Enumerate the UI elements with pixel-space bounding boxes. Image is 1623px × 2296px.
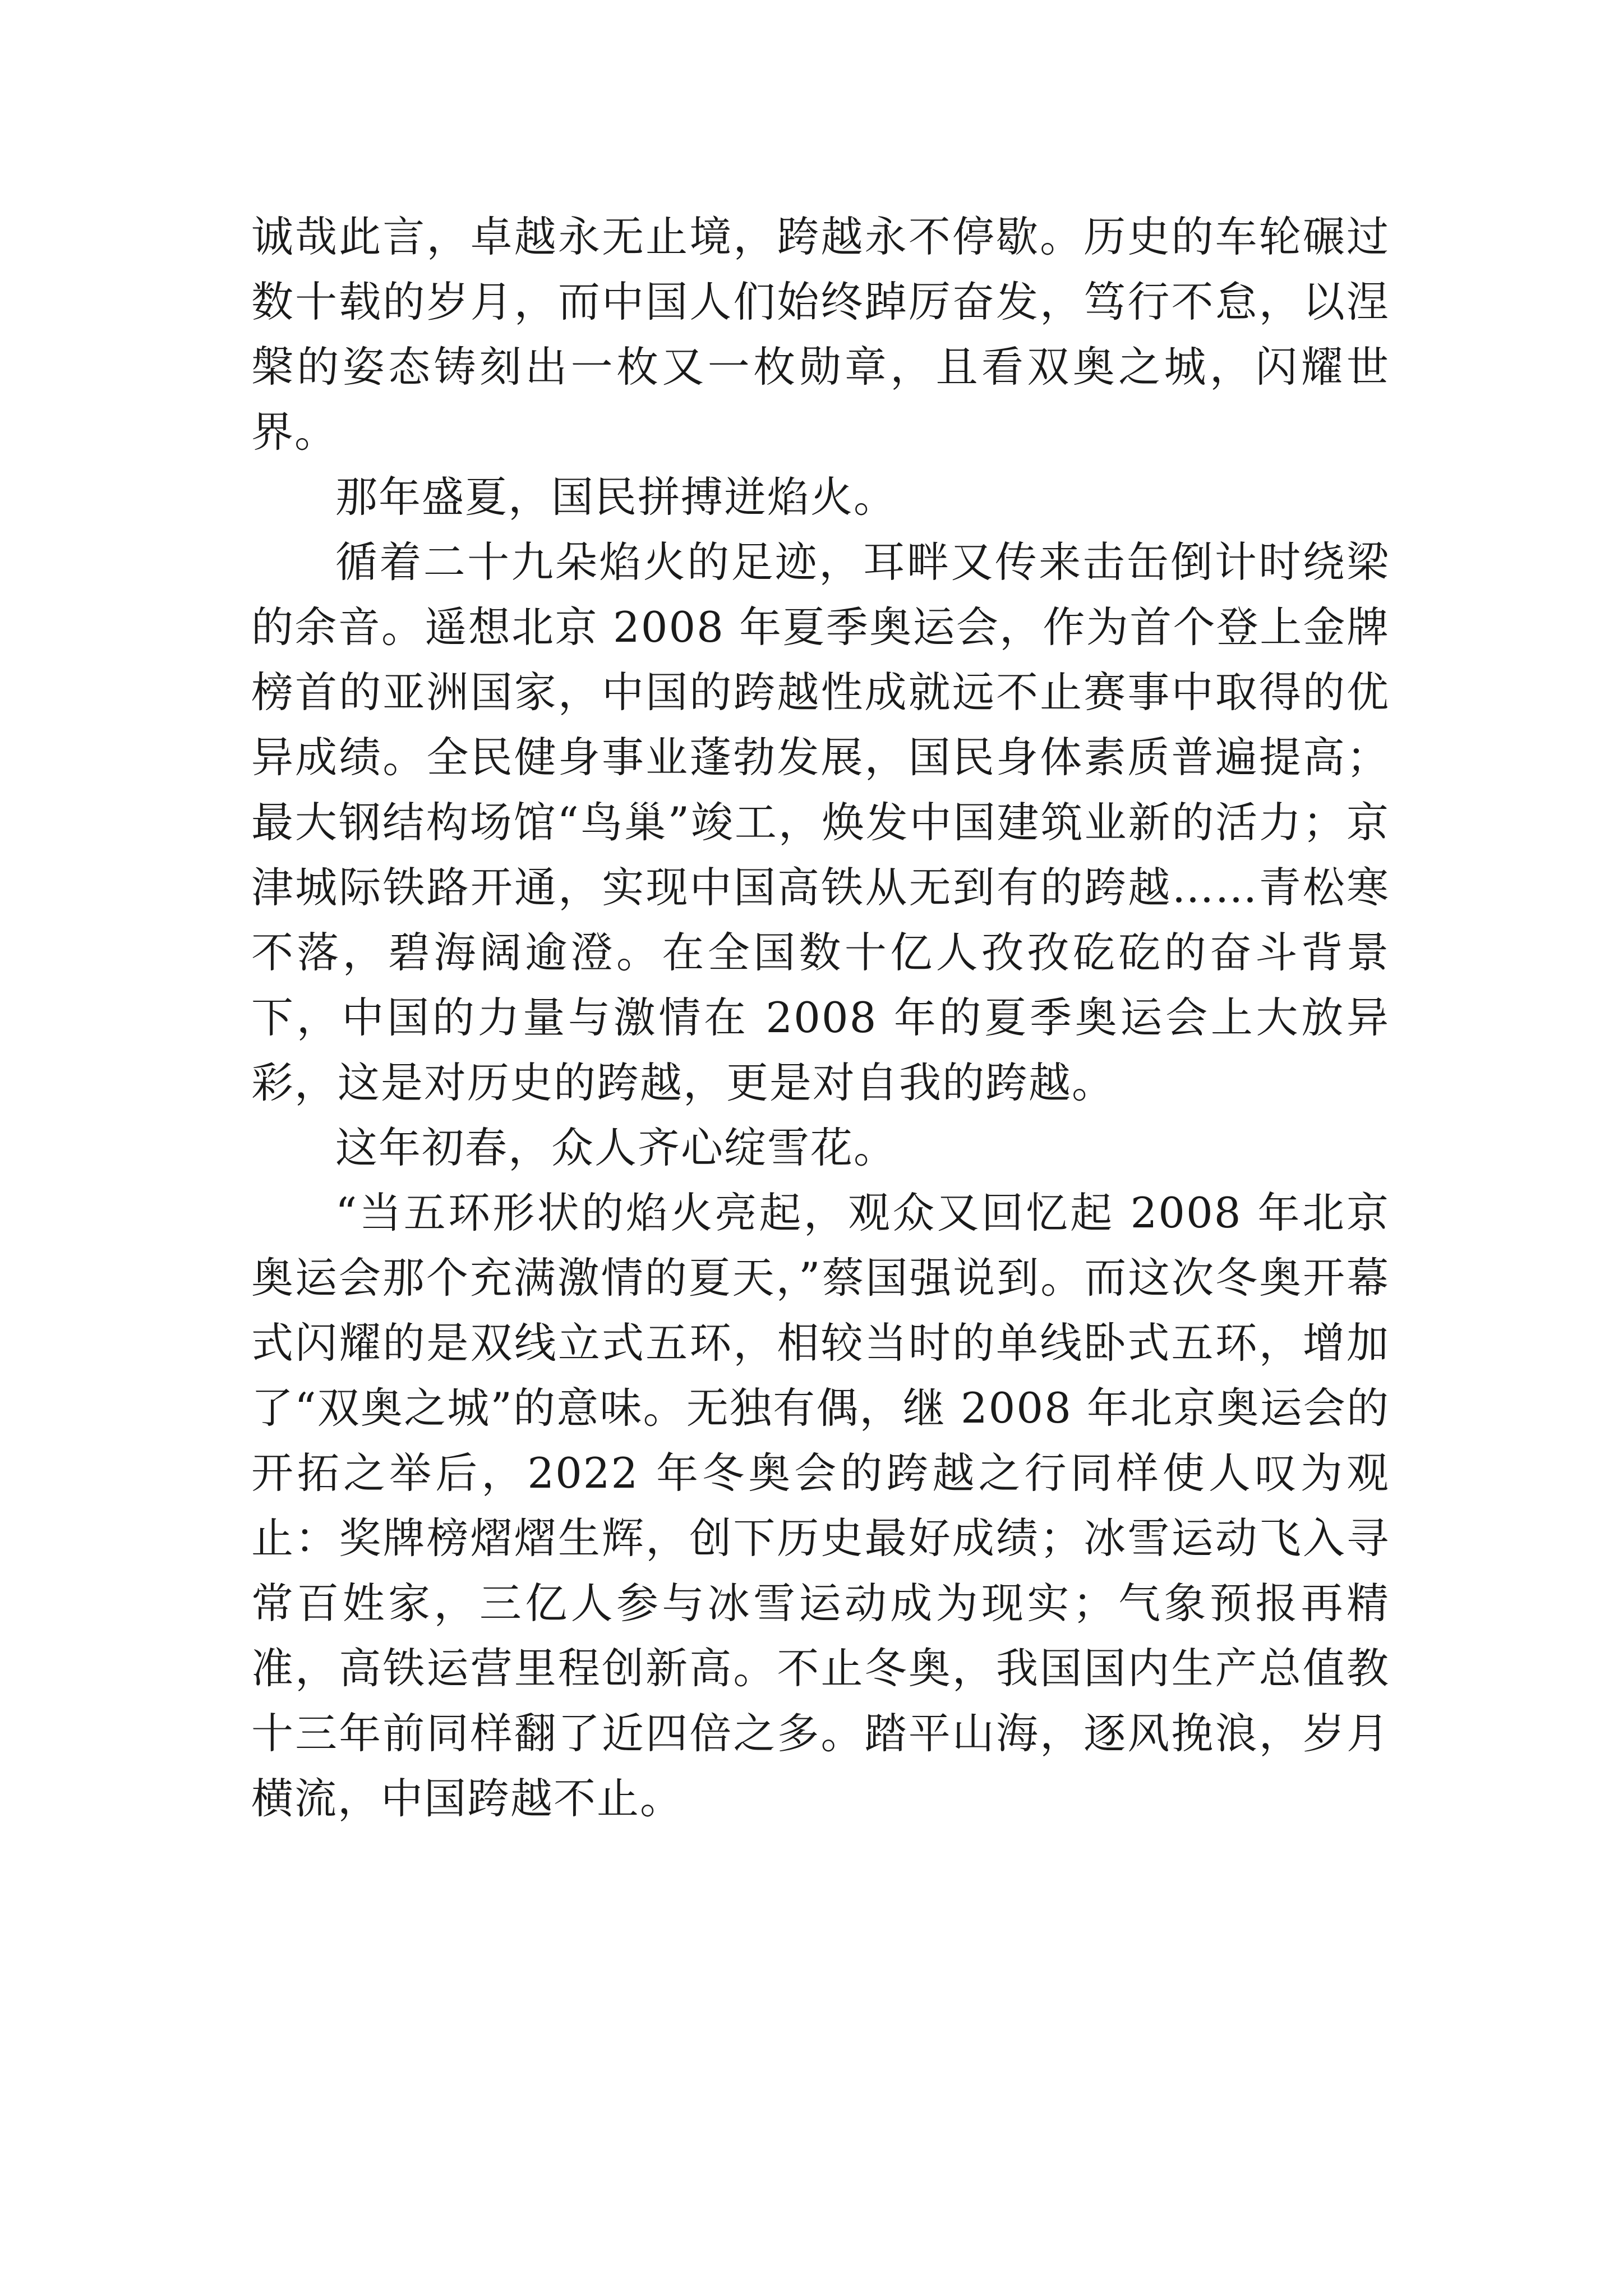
paragraph-5: “当五环形状的焰火亮起，观众又回忆起 2008 年北京奥运会那个充满激情的夏天，”蔡国强说到。而这次冬奥开幕式闪耀的是双线立式五环，相较当时的单线卧式五环，增加了“双奥之城”的意味。无独有偶，继 2008 年北京奥运会的开拓之举后，2022 年冬奥会的跨越之行同样使人叹为观止：奖牌榜熠熠生辉，创下历史最好成绩；冰雪运动飞入寻常百姓家，三亿人参与冰雪运动成为现实；气象预报再精准，高铁运营里程创新高。不止冬奥，我国国内生产总值教十三年前同样翻了近四倍之多。踏平山海，逐风挽浪，岁月横流，中国跨越不止。 (251, 1188, 1390, 1823)
paragraph-2: 那年盛夏，国民拼搏迸焰火。 (335, 472, 897, 522)
document-body (251, 204, 1390, 1831)
paragraph-1: 诚哉此言，卓越永无止境，跨越永不停歇。历史的车轮碾过数十载的岁月，而中国人们始终踔厉奋发，笃行不怠，以涅槃的姿态铸刻出一枚又一枚勋章，且看双奥之城，闪耀世界。 (251, 212, 1390, 457)
paragraph-4: 这年初春，众人齐心绽雪花。 (335, 1123, 897, 1172)
paragraph-3: 循着二十九朵焰火的足迹，耳畔又传来击缶倒计时绕梁的余音。遥想北京 2008 年夏季奥运会，作为首个登上金牌榜首的亚洲国家，中国的跨越性成就远不止赛事中取得的优异成绩。全民健身事业蓬勃发展，国民身体素质普遍提高；最大钢结构场馆“鸟巢”竣工，焕发中国建筑业新的活力；京津城际铁路开通，实现中国高铁从无到有的跨越……青松寒不落，碧海阔逾澄。在全国数十亿人孜孜矻矻的奋斗背景下，中国的力量与激情在 2008 年的夏季奥运会上大放异彩，这是对历史的跨越，更是对自我的跨越。 (251, 537, 1390, 1107)
